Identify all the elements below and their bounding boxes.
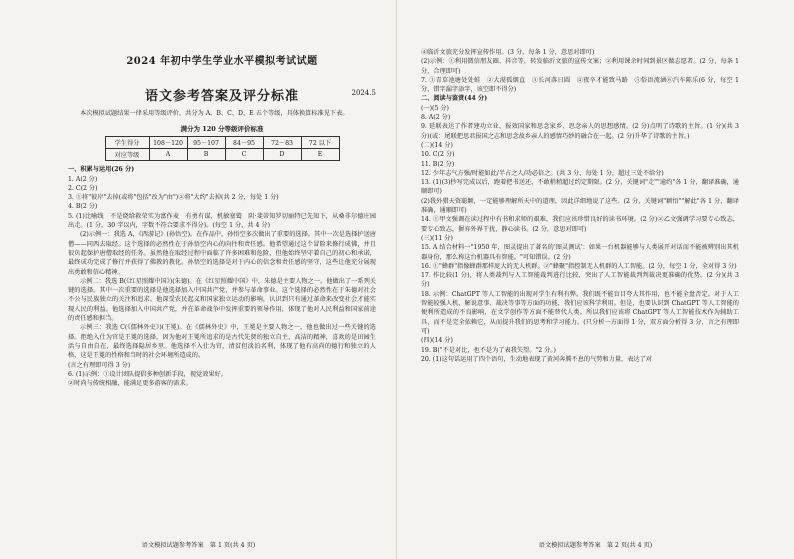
grade-table [105, 136, 340, 161]
page-2-answer-lines [421, 48, 739, 364]
answer-line: (2)示例：①利用微信朋友圈、抖音等，转发临沂文旅的宣传文案；②利用课余时间到景区做志愿者。(2 分，每条 1 分，合理即可) [421, 58, 739, 75]
answer-key-subtitle: 语文参考答案及评分标准 [144, 89, 299, 104]
answer-line: 17. 作比较(1 分)，将人类裁判与人工智能裁判进行比较，突出了人工智能裁判判裁决更准确的优势。(2 分)(共 3 分) [421, 272, 739, 289]
table-cell: C [225, 149, 263, 161]
answer-line: 15. A 结合材料一"1950 年，图灵提出了著名的'图灵测试'：如果一台机器能够与人类展开对话而不能被辨别出其机器身份，那么称这台机器具有智能。"可知错误。(2 分) [421, 244, 739, 261]
answer-line: (三)(11 分) [421, 234, 453, 242]
table-cell: 对应等级 [105, 149, 149, 161]
answer-line: 11. B(2 分) [421, 160, 455, 168]
answer-line: 18. 示例：ChatGPT 等人工智能的出现对学生有利有弊。我们既不能盲目夸大其作用，也不能全盘否定。对于人工智能较强人机、解说意事、裁决等事等方面的功能，我们应该科学利用。但是，也要认识到 ChatGPT 等人工智能的便利所造成的不良影响，在文学创作等方面不能替代人类。所以我们应该将 ChatGPT 等人工智能技术作为辅助工具，而不是完全依赖它，从而提升我们的思考和学习能力。(只分析一方面得 1 分，双方面分析得 3 分，言之有理即可) [421, 290, 739, 335]
answer-line: (二)(14 分) [421, 141, 453, 149]
table-cell: A [149, 149, 187, 161]
answer-line: 12. 少年志气方强/时能如此/半占之人/功必倍之。(共 3 分，每处 1 分，超过三处不给分) [421, 169, 664, 177]
grading-intro: 本次模拟试题结果一律采用等级评价，共分为 A、B、C、D、E 五个等级，具体换算标准见下表。 [80, 110, 349, 117]
answer-line: 3. ①将"彼岸"去掉(或将"包括"改为"由")②将"大约"去掉(共 2 分，每处 1 分) [68, 194, 279, 202]
page-1-content [68, 52, 376, 388]
answer-line: 9. 延联表达了作者建功立业、报效国家和思念家乡、思念亲人的思想感情。(2 分)点明了诗歌的主旨。(1 分)(共 3 分)(或：尾联把思君报国之志和思念故乡亲人的感情巧妙的融合在一起。(2 分)升华了诗歌的主旨。) [421, 123, 739, 140]
exam-title: 2024 年初中学生学业水平模拟考试试题 [126, 56, 318, 67]
answer-line: 示例三：我选 C(《儒林外史》)(王冕)。在《儒林外史》中，王冕是主要人物之一，他也做出过一些关键的选择。拒绝入仕为官是王冕的选择，因为他对王冕所追求的是古代先贤的独立自主、高洁的精神，喜欢的是田园生活与自由自在，最终选择隐居乡里。他选择不入仕为官，清贫但淡泊名利，体现了他有高尚的德行和独立的人格，这是王冕的性格和当时的社会环境所造成的。 [68, 324, 376, 360]
table-cell: 95－107 [187, 137, 225, 149]
grade-table-level-row [105, 149, 339, 161]
answer-line: 16. ①"蜂群"指像蜂群那样庞大的无人机群。②"蜂聚"指控制无人机群的人工智能。(2 分，每空 1 分，全对得 3 分) [421, 262, 737, 270]
table-cell: 72 以下 [301, 137, 339, 149]
table-cell: E [301, 149, 339, 161]
answer-line: (言之有理即可得 3 分) [68, 361, 131, 369]
answer-line: 7. ①青草池塘处处蛙 ②大漠孤烟直 ③长河落日圆 ④夜卒才能致马路 ⑤俗语流涵⑥汽车陈乐(6 分，每空 1 分，错字漏字添字，该空即不得分) [421, 76, 739, 94]
exam-date: 2024.5 [351, 89, 376, 97]
answer-line: 2. C(2 分) [68, 184, 98, 192]
table-cell: 84－95 [225, 137, 263, 149]
answer-line: 13. (1)(3)抄写完成以后，跑着把书送还，不敢稍稍超过约定期限。(2 分，关键词"走""逾约"各 1 分，翻译准确，通顺即可) [421, 179, 739, 196]
answer-line: 20. (1)这句话运用了四个语句，生动地表现了黄河奔腾不息的气势和力量，表达了对 [421, 355, 652, 363]
answer-line: 10. C(2 分) [421, 151, 455, 159]
answer-line: 5. (1)比喻线 不是烧给救荣实为富作麦 有勇有谋，机敏塞鹫 阴·斐蒂知罗切丽特已先知下，从桑非尔德庄园出走。(1 分，30 字以内，字数不符合要求不得分)。(每空 1 分，共 4 分) [68, 212, 376, 230]
answer-line: 8. A(2 分) [421, 114, 451, 122]
answer-line: (2)示例一：我选 A，《西游记》(孙悟空)。在作品中，孙悟空多次做出了重要的选择。其中一次是选择护送唐僧——同西去取经。这个选择的必然性在于孙悟空内心的向往和责任感。他希望通过这个冒险来修行成佛，并且很负起保护唐僧取经的任务。虽然他在取经过程中面临了许多困难和危险，但他始终坚守着自己的初心和承诺，最终成功完成了修行并获得了佛教的教化。孙悟空的选择是对于内心的信念和责任感的坚守，这些让他充分展现出勇敢和信心精神。 [68, 231, 376, 276]
page-1-answer-lines [68, 165, 376, 388]
answer-line: 14. ①甲文强调在读过程中有书和求师的艰难，我们应该珍惜良好的读书环境。(2 分)②乙文强调学习要专心致志，要专心致志，摒弃外界干扰，静心读书。(2 分，意思对即可) [421, 216, 739, 233]
table-cell: 72－83 [263, 137, 301, 149]
table-cell: 学生得分 [105, 137, 149, 149]
answer-line: ④临沂文旅充分发挥宣传作用。(3 分，每条 1 分，意思对即可) [421, 49, 595, 56]
answer-line: (2)我外猎天资聪颖，一定能够理解所天中的道理，因此详细地说了这些。(2 分，关键词"颖悟""解此"各 1 分，翻译准确，通顺即可) [421, 197, 739, 215]
section-heading: 二、阅读与鉴赏(44 分) [421, 95, 488, 103]
answer-line: 示例二：我选 B(《红星照耀中国》)(朱德)。在《红星照耀中国》中，朱德是主要人物之一。他做出了一系列关键的选择。其中一次重要的选择是他选择加入中国共产党，并参与革命事业。这个选择的必然性在于朱德对社会不公与民族独立的关注和追求。他深受农民起义和国家独立运动的影响，认识到只有通过革命来改变社会才能实现人民的利益。他选择加入中国共产党，并在革命战争中发挥重要的领导作用，体现了他对人民利益和国家前途的责任感和担当。 [68, 277, 376, 323]
section-heading: 一、积累与运用(26 分) [68, 166, 135, 174]
answer-line: 4. B(2 分) [68, 203, 98, 211]
table-cell: D [263, 149, 301, 161]
answer-line: 1. A(2 分) [68, 175, 98, 183]
subtitle-row [68, 85, 376, 105]
grade-table-caption: 满分为 120 分等级评价标准 [180, 125, 264, 134]
answer-line: (一)(5 分) [421, 104, 449, 112]
page-1-footer: 语文模拟试题参考答案 第 1 页(共 4 页) [141, 542, 256, 549]
answer-line: (四)(14 分) [421, 337, 453, 345]
table-cell: B [187, 149, 225, 161]
answer-page-2 [397, 0, 794, 559]
answer-line: 19. B("不是对比，也不是为了表我失望。"2 分。) [421, 346, 556, 354]
answer-line: 6. (1)示例：①设计团队提倡多种创新手段，视觉效果好。 [68, 370, 227, 378]
grade-table-header-row [105, 137, 339, 149]
table-cell: 108－120 [149, 137, 187, 149]
page-2-footer: 语文模拟试题参考答案 第 2 页(共 4 页) [538, 542, 653, 549]
answer-line: ②时尚与传统相融，能满足更多游客的需求。 [68, 380, 192, 388]
